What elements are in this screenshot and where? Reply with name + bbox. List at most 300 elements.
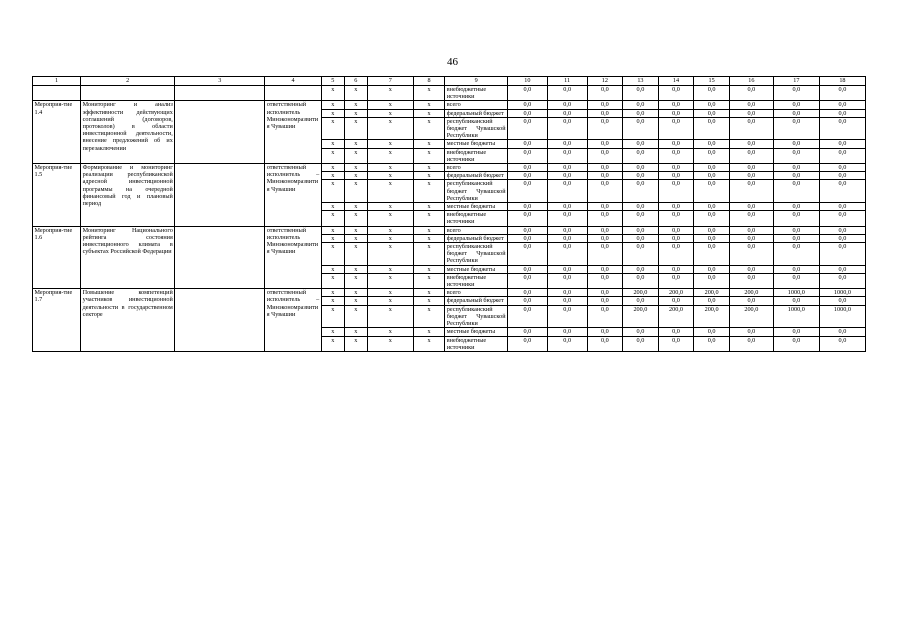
funding-source: республиканский бюджет Чувашской Республики xyxy=(446,117,506,140)
column-number: 17 xyxy=(773,77,819,86)
funding-source: внебюджетные источники xyxy=(445,148,508,163)
mark-cell: x xyxy=(413,172,444,180)
value-cell: 0,0 xyxy=(658,297,694,305)
column-number: 16 xyxy=(729,77,773,86)
mark-cell: x xyxy=(413,234,444,242)
value-cell: 0,0 xyxy=(658,336,694,351)
value-cell: 0,0 xyxy=(694,226,730,234)
measure-id: Мероприя-тие 1.5 xyxy=(33,164,81,227)
funding-source: местные бюджеты xyxy=(445,265,508,273)
mark-cell: x xyxy=(413,148,444,163)
value-cell: 0,0 xyxy=(694,211,730,226)
value-cell: 0,0 xyxy=(547,101,587,109)
mark-cell: x xyxy=(413,243,444,266)
mark-cell: x xyxy=(413,328,444,336)
value-cell: 0,0 xyxy=(547,86,587,101)
measure-executor: ответственный исполнитель Минэкономразвития Чувашии xyxy=(265,226,322,289)
measure-name: Мониторинг Национального рейтинга состояния инвестиционного климата в субъектах Российской Федерации xyxy=(81,226,175,289)
column-number: 18 xyxy=(819,77,865,86)
mark-cell: x xyxy=(367,336,413,351)
mark-cell: x xyxy=(321,203,344,211)
value-cell: 0,0 xyxy=(819,336,865,351)
mark-cell: x xyxy=(321,305,344,328)
value-cell: 0,0 xyxy=(658,109,694,117)
empty-cell xyxy=(175,86,265,101)
column-number: 4 xyxy=(265,77,322,86)
mark-cell: x xyxy=(321,273,344,288)
value-cell: 0,0 xyxy=(729,273,773,288)
column-number: 6 xyxy=(344,77,367,86)
value-cell: 0,0 xyxy=(694,140,730,148)
value-cell: 0,0 xyxy=(587,243,623,266)
funding-source: республиканский бюджет Чувашской Республики xyxy=(446,180,506,202)
value-cell: 0,0 xyxy=(623,234,659,242)
value-cell: 0,0 xyxy=(729,117,773,140)
mark-cell: x xyxy=(321,336,344,351)
table-row xyxy=(33,226,866,234)
mark-cell: x xyxy=(344,273,367,288)
value-cell: 0,0 xyxy=(623,336,659,351)
value-cell: 0,0 xyxy=(729,148,773,163)
value-cell: 0,0 xyxy=(547,148,587,163)
budget-table xyxy=(32,76,866,352)
mark-cell: x xyxy=(344,243,367,266)
value-cell: 0,0 xyxy=(508,180,548,203)
mark-cell: x xyxy=(344,297,367,305)
mark-cell: x xyxy=(344,211,367,226)
value-cell: 0,0 xyxy=(729,328,773,336)
value-cell: 0,0 xyxy=(547,117,587,140)
value-cell: 0,0 xyxy=(508,289,548,297)
value-cell: 0,0 xyxy=(658,265,694,273)
value-cell: 0,0 xyxy=(694,328,730,336)
value-cell: 0,0 xyxy=(587,336,623,351)
value-cell: 0,0 xyxy=(508,336,548,351)
funding-source: всего xyxy=(445,226,508,234)
funding-source: республиканский бюджет Чувашской Республики xyxy=(446,305,506,328)
value-cell: 0,0 xyxy=(773,140,819,148)
value-cell: 0,0 xyxy=(547,172,587,180)
value-cell: 0,0 xyxy=(587,148,623,163)
value-cell: 0,0 xyxy=(623,226,659,234)
value-cell: 0,0 xyxy=(587,273,623,288)
value-cell: 0,0 xyxy=(623,211,659,226)
mark-cell: x xyxy=(413,305,444,328)
value-cell: 0,0 xyxy=(729,211,773,226)
value-cell: 0,0 xyxy=(547,109,587,117)
value-cell: 0,0 xyxy=(508,140,548,148)
mark-cell: x xyxy=(344,203,367,211)
value-cell: 0,0 xyxy=(819,265,865,273)
mark-cell: x xyxy=(344,234,367,242)
mark-cell: x xyxy=(413,226,444,234)
mark-cell: x xyxy=(321,297,344,305)
mark-cell: x xyxy=(344,289,367,297)
column-number: 11 xyxy=(547,77,587,86)
value-cell: 0,0 xyxy=(773,273,819,288)
value-cell: 0,0 xyxy=(694,203,730,211)
value-cell: 0,0 xyxy=(547,305,587,328)
value-cell: 0,0 xyxy=(773,211,819,226)
value-cell: 0,0 xyxy=(658,234,694,242)
mark-cell: x xyxy=(367,328,413,336)
table-row xyxy=(33,101,866,109)
column-number: 2 xyxy=(81,77,175,86)
column-number: 8 xyxy=(413,77,444,86)
value-cell: 200,0 xyxy=(658,289,694,297)
mark-cell: x xyxy=(413,203,444,211)
value-cell: 200,0 xyxy=(623,289,659,297)
funding-source: федеральный бюджет xyxy=(445,234,508,242)
table-body xyxy=(33,86,866,352)
value-cell: 1000,0 xyxy=(819,289,865,297)
value-cell: 0,0 xyxy=(587,211,623,226)
value-cell: 200,0 xyxy=(694,305,730,328)
measure-name: Повышение компетенций участников инвестиционной деятельности в государственном секторе xyxy=(81,289,175,352)
value-cell: 0,0 xyxy=(819,328,865,336)
mark-cell: x xyxy=(367,140,413,148)
value-cell: 0,0 xyxy=(547,226,587,234)
funding-source: федеральный бюджет xyxy=(445,172,508,180)
value-cell: 0,0 xyxy=(658,328,694,336)
mark-cell: x xyxy=(344,265,367,273)
funding-source: внебюджетные источники xyxy=(445,273,508,288)
table-row xyxy=(33,289,866,297)
column-number: 9 xyxy=(445,77,508,86)
value-cell: 0,0 xyxy=(729,101,773,109)
value-cell: 0,0 xyxy=(587,172,623,180)
mark-cell: x xyxy=(367,297,413,305)
mark-cell: x xyxy=(367,243,413,266)
value-cell: 1000,0 xyxy=(819,305,865,328)
funding-source: всего xyxy=(445,101,508,109)
value-cell: 0,0 xyxy=(729,226,773,234)
value-cell: 0,0 xyxy=(773,243,819,266)
value-cell: 0,0 xyxy=(508,226,548,234)
measure-executor: ответственный исполнитель Минэкономразвития Чувашии xyxy=(265,101,322,164)
value-cell: 0,0 xyxy=(658,117,694,140)
mark-cell: x xyxy=(367,305,413,328)
mark-cell: x xyxy=(344,148,367,163)
value-cell: 0,0 xyxy=(587,265,623,273)
value-cell: 0,0 xyxy=(587,203,623,211)
value-cell: 0,0 xyxy=(547,164,587,172)
value-cell: 200,0 xyxy=(694,289,730,297)
mark-cell: x xyxy=(413,265,444,273)
value-cell: 0,0 xyxy=(729,164,773,172)
mark-cell: x xyxy=(413,164,444,172)
value-cell: 0,0 xyxy=(658,148,694,163)
measure-col3 xyxy=(175,164,265,227)
mark-cell: x xyxy=(413,273,444,288)
value-cell: 0,0 xyxy=(773,164,819,172)
table-row xyxy=(33,164,866,172)
funding-source: республиканский бюджет Чувашской Республики xyxy=(446,243,506,265)
mark-cell: x xyxy=(413,109,444,117)
mark-cell: x xyxy=(367,117,413,140)
mark-cell: x xyxy=(367,109,413,117)
funding-source: всего xyxy=(445,289,508,297)
measure-id: Мероприя-тие 1.6 xyxy=(33,226,81,289)
value-cell: 0,0 xyxy=(658,243,694,266)
mark-cell: x xyxy=(321,243,344,266)
mark-cell: x xyxy=(321,117,344,140)
mark-cell: x xyxy=(367,203,413,211)
value-cell: 0,0 xyxy=(658,140,694,148)
mark-cell: x xyxy=(367,172,413,180)
value-cell: 0,0 xyxy=(623,101,659,109)
value-cell: 0,0 xyxy=(547,140,587,148)
value-cell: 0,0 xyxy=(623,180,659,203)
value-cell: 200,0 xyxy=(623,305,659,328)
mark-cell: x xyxy=(344,164,367,172)
mark-cell: x xyxy=(413,289,444,297)
value-cell: 0,0 xyxy=(508,305,548,328)
value-cell: 0,0 xyxy=(729,140,773,148)
value-cell: 0,0 xyxy=(508,265,548,273)
value-cell: 0,0 xyxy=(773,172,819,180)
value-cell: 0,0 xyxy=(623,86,659,101)
column-number: 15 xyxy=(694,77,730,86)
value-cell: 0,0 xyxy=(773,328,819,336)
value-cell: 0,0 xyxy=(547,203,587,211)
value-cell: 0,0 xyxy=(773,148,819,163)
measure-name: Мониторинг и анализ эффективности действующих соглашений (договоров, протоколов) в области инвестиционной деятельности, внесение предложений об их перезаключении xyxy=(81,101,175,164)
value-cell: 0,0 xyxy=(729,86,773,101)
column-number: 12 xyxy=(587,77,623,86)
value-cell: 0,0 xyxy=(508,297,548,305)
value-cell: 0,0 xyxy=(694,117,730,140)
value-cell: 0,0 xyxy=(729,172,773,180)
value-cell: 0,0 xyxy=(623,243,659,266)
mark-cell: x xyxy=(321,172,344,180)
value-cell: 0,0 xyxy=(587,305,623,328)
value-cell: 0,0 xyxy=(623,203,659,211)
value-cell: 0,0 xyxy=(547,265,587,273)
value-cell: 0,0 xyxy=(819,86,865,101)
column-number: 3 xyxy=(175,77,265,86)
mark-cell: x xyxy=(367,148,413,163)
mark-cell: x xyxy=(344,86,367,101)
column-number: 14 xyxy=(658,77,694,86)
funding-source: федеральный бюджет xyxy=(445,297,508,305)
funding-source: внебюджетные источники xyxy=(445,211,508,226)
measure-col3 xyxy=(175,289,265,352)
mark-cell: x xyxy=(413,140,444,148)
mark-cell: x xyxy=(321,109,344,117)
value-cell: 0,0 xyxy=(587,289,623,297)
value-cell: 0,0 xyxy=(587,226,623,234)
measure-col3 xyxy=(175,226,265,289)
value-cell: 0,0 xyxy=(819,234,865,242)
value-cell: 0,0 xyxy=(819,297,865,305)
value-cell: 0,0 xyxy=(508,211,548,226)
value-cell: 0,0 xyxy=(819,203,865,211)
mark-cell: x xyxy=(413,101,444,109)
value-cell: 0,0 xyxy=(694,180,730,203)
value-cell: 0,0 xyxy=(694,109,730,117)
value-cell: 0,0 xyxy=(729,243,773,266)
funding-source: местные бюджеты xyxy=(445,203,508,211)
value-cell: 0,0 xyxy=(819,109,865,117)
mark-cell: x xyxy=(367,211,413,226)
value-cell: 0,0 xyxy=(658,164,694,172)
value-cell: 0,0 xyxy=(658,273,694,288)
value-cell: 0,0 xyxy=(694,148,730,163)
value-cell: 0,0 xyxy=(729,297,773,305)
value-cell: 0,0 xyxy=(729,180,773,203)
value-cell: 0,0 xyxy=(623,328,659,336)
mark-cell: x xyxy=(413,336,444,351)
measure-id: Мероприя-тие 1.4 xyxy=(33,101,81,164)
mark-cell: x xyxy=(367,265,413,273)
column-number: 13 xyxy=(623,77,659,86)
mark-cell: x xyxy=(321,148,344,163)
mark-cell: x xyxy=(321,265,344,273)
value-cell: 200,0 xyxy=(729,305,773,328)
value-cell: 0,0 xyxy=(773,265,819,273)
column-number: 1 xyxy=(33,77,81,86)
value-cell: 0,0 xyxy=(658,226,694,234)
value-cell: 1000,0 xyxy=(773,305,819,328)
funding-source: федеральный бюджет xyxy=(445,109,508,117)
value-cell: 0,0 xyxy=(547,243,587,266)
mark-cell: x xyxy=(321,164,344,172)
value-cell: 0,0 xyxy=(819,101,865,109)
funding-source: внебюджетные источники xyxy=(445,336,508,351)
page-number: 46 xyxy=(447,56,458,68)
value-cell: 0,0 xyxy=(587,164,623,172)
value-cell: 0,0 xyxy=(623,140,659,148)
value-cell: 0,0 xyxy=(508,243,548,266)
header-row xyxy=(33,77,866,86)
mark-cell: x xyxy=(344,109,367,117)
value-cell: 0,0 xyxy=(508,101,548,109)
value-cell: 0,0 xyxy=(547,289,587,297)
empty-cell xyxy=(265,86,322,101)
mark-cell: x xyxy=(321,328,344,336)
value-cell: 0,0 xyxy=(658,203,694,211)
value-cell: 0,0 xyxy=(773,203,819,211)
value-cell: 0,0 xyxy=(547,211,587,226)
mark-cell: x xyxy=(344,336,367,351)
value-cell: 0,0 xyxy=(623,164,659,172)
value-cell: 0,0 xyxy=(773,336,819,351)
value-cell: 0,0 xyxy=(547,273,587,288)
value-cell: 0,0 xyxy=(694,265,730,273)
value-cell: 0,0 xyxy=(773,226,819,234)
measure-executor: ответственный исполнитель – Минэкономразвития Чувашии xyxy=(265,289,322,352)
value-cell: 0,0 xyxy=(658,101,694,109)
value-cell: 0,0 xyxy=(773,109,819,117)
value-cell: 0,0 xyxy=(773,117,819,140)
mark-cell: x xyxy=(321,180,344,203)
mark-cell: x xyxy=(344,172,367,180)
value-cell: 0,0 xyxy=(694,101,730,109)
value-cell: 0,0 xyxy=(623,148,659,163)
column-number: 7 xyxy=(367,77,413,86)
value-cell: 0,0 xyxy=(587,109,623,117)
mark-cell: x xyxy=(367,180,413,203)
value-cell: 0,0 xyxy=(587,86,623,101)
value-cell: 0,0 xyxy=(729,203,773,211)
value-cell: 0,0 xyxy=(547,297,587,305)
value-cell: 0,0 xyxy=(694,172,730,180)
value-cell: 200,0 xyxy=(729,289,773,297)
value-cell: 0,0 xyxy=(623,117,659,140)
mark-cell: x xyxy=(367,289,413,297)
value-cell: 0,0 xyxy=(819,164,865,172)
empty-cell xyxy=(81,86,175,101)
mark-cell: x xyxy=(321,101,344,109)
value-cell: 0,0 xyxy=(508,172,548,180)
value-cell: 0,0 xyxy=(587,101,623,109)
value-cell: 0,0 xyxy=(729,234,773,242)
measure-id: Мероприя-тие 1.7 xyxy=(33,289,81,352)
column-number: 5 xyxy=(321,77,344,86)
value-cell: 0,0 xyxy=(508,164,548,172)
value-cell: 0,0 xyxy=(508,148,548,163)
value-cell: 0,0 xyxy=(773,180,819,203)
mark-cell: x xyxy=(413,297,444,305)
value-cell: 0,0 xyxy=(773,86,819,101)
funding-source: всего xyxy=(445,164,508,172)
funding-source: внебюджетные источники xyxy=(445,86,508,101)
mark-cell: x xyxy=(367,273,413,288)
value-cell: 0,0 xyxy=(694,243,730,266)
mark-cell: x xyxy=(367,226,413,234)
column-number: 10 xyxy=(508,77,548,86)
value-cell: 0,0 xyxy=(547,234,587,242)
mark-cell: x xyxy=(344,180,367,203)
value-cell: 0,0 xyxy=(508,273,548,288)
value-cell: 0,0 xyxy=(729,265,773,273)
value-cell: 0,0 xyxy=(658,86,694,101)
value-cell: 0,0 xyxy=(623,273,659,288)
value-cell: 0,0 xyxy=(694,86,730,101)
mark-cell: x xyxy=(344,117,367,140)
value-cell: 0,0 xyxy=(694,336,730,351)
value-cell: 0,0 xyxy=(587,140,623,148)
value-cell: 0,0 xyxy=(694,234,730,242)
value-cell: 0,0 xyxy=(819,148,865,163)
value-cell: 0,0 xyxy=(773,234,819,242)
value-cell: 0,0 xyxy=(694,164,730,172)
value-cell: 1000,0 xyxy=(773,289,819,297)
value-cell: 0,0 xyxy=(508,109,548,117)
mark-cell: x xyxy=(321,86,344,101)
empty-cell xyxy=(33,86,81,101)
value-cell: 0,0 xyxy=(819,117,865,140)
value-cell: 0,0 xyxy=(658,180,694,203)
value-cell: 0,0 xyxy=(623,109,659,117)
value-cell: 0,0 xyxy=(623,265,659,273)
mark-cell: x xyxy=(344,328,367,336)
value-cell: 0,0 xyxy=(819,180,865,203)
value-cell: 0,0 xyxy=(773,297,819,305)
value-cell: 0,0 xyxy=(819,243,865,266)
value-cell: 0,0 xyxy=(729,109,773,117)
measure-col3 xyxy=(175,101,265,164)
value-cell: 0,0 xyxy=(587,297,623,305)
value-cell: 0,0 xyxy=(508,203,548,211)
value-cell: 0,0 xyxy=(819,140,865,148)
value-cell: 0,0 xyxy=(694,297,730,305)
value-cell: 0,0 xyxy=(819,226,865,234)
value-cell: 0,0 xyxy=(819,273,865,288)
mark-cell: x xyxy=(344,305,367,328)
mark-cell: x xyxy=(321,289,344,297)
